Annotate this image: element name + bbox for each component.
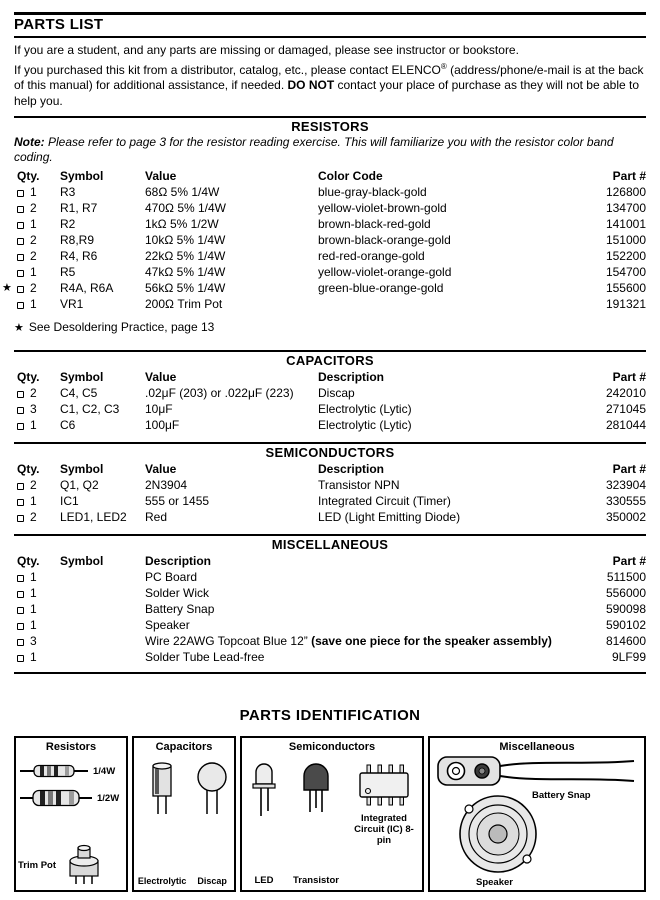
value-cell: 470Ω 5% 1/4W [145,201,227,215]
value-cell: 10kΩ 5% 1/4W [145,233,226,247]
qty-cell [14,585,60,601]
part-number-cell: 590102 [605,618,646,632]
description-cell: Discap [318,386,355,400]
part-number-cell: 134700 [605,201,646,215]
qty-value: 3 [30,634,37,648]
column-header-part-number: Part # [612,169,646,183]
symbol-cell: R1, R7 [60,201,98,215]
resistors-header-row [14,168,646,184]
part-number-cell: 155600 [605,281,646,295]
part-number-cell: 152200 [605,249,646,263]
color-code-cell: red-red-orange-gold [318,249,425,263]
integrated-circuit-illustration [355,763,413,807]
checkbox-icon [17,206,24,213]
qty-cell [14,216,60,232]
column-header-part-number: Part # [612,370,646,384]
miscellaneous-row [14,617,646,633]
qty-cell [14,617,60,633]
half-watt-item [16,788,126,808]
description-bold-text: (save one piece for the speaker assembly) [311,634,552,648]
description-cell: Integrated Circuit (Timer) [318,494,451,508]
checkbox-icon [17,483,24,490]
symbol-cell [60,617,145,633]
description-cell: Electrolytic (Lytic) [318,402,412,416]
column-header-value: Value [145,169,177,183]
symbol-cell: Q1, Q2 [60,478,99,492]
color-code-cell: blue-gray-black-gold [318,185,427,199]
id-box-capacitors-title: Capacitors [155,741,213,753]
resistor-row [14,200,646,216]
qty-value: 1 [30,570,37,584]
description-text: Speaker [145,618,190,632]
led-label: LED [254,875,274,886]
qty-cell [14,200,60,216]
semiconductors-header-row [14,461,646,477]
symbol-cell: LED1, LED2 [60,510,127,524]
qty-value: 1 [30,618,37,632]
description-cell [145,617,562,633]
checkbox-icon [17,286,24,293]
qty-value: 1 [30,494,37,508]
part-number-cell: 350002 [605,510,646,524]
checkbox-icon [17,423,24,430]
qty-cell [14,649,60,665]
symbol-cell [60,649,145,665]
checkbox-icon [17,407,24,414]
checkbox-icon [17,655,24,662]
trim-pot-item [16,839,126,885]
value-cell: 68Ω 5% 1/4W [145,185,220,199]
symbol-cell: R5 [60,265,76,279]
miscellaneous-row [14,585,646,601]
semiconductor-illustrations [242,760,422,890]
part-number-cell: 330555 [605,494,646,508]
id-box-resistors-title: Resistors [45,741,97,753]
miscellaneous-table-body [14,569,646,665]
part-number-cell: 556000 [605,586,646,600]
parts-identification-section [14,706,646,892]
star-icon: ★ [14,322,24,334]
part-number-cell: 281044 [605,418,646,432]
id-box-semiconductors [240,736,424,892]
semiconductor-row [14,509,646,525]
part-number-cell: 511500 [606,570,646,584]
capacitor-row [14,401,646,417]
value-cell: Red [145,510,168,524]
miscellaneous-row [14,601,646,617]
battery-snap-illustration [436,752,636,792]
part-number-cell: 191321 [605,297,646,311]
qty-value: 1 [30,297,37,311]
qty-value: 2 [30,201,37,215]
description-cell [145,649,562,665]
capacitors-table-body [14,385,646,433]
parts-identification-title: PARTS IDENTIFICATION [239,707,421,724]
column-header-qty: Qty. [17,169,40,183]
miscellaneous-row [14,649,646,665]
spacer [14,336,646,350]
value-cell: 555 or 1455 [145,494,210,508]
desoldering-star-icon: ★ [2,282,12,294]
qty-cell [14,385,60,401]
column-header-value: Value [145,462,177,476]
color-code-cell: brown-black-orange-gold [318,233,451,247]
miscellaneous-section-title: MISCELLANEOUS [271,537,389,552]
description-text: Battery Snap [145,602,215,616]
discap-item [194,760,230,886]
qty-value: 2 [30,386,37,400]
parts-identification-boxes [14,736,646,892]
checkbox-icon [17,391,24,398]
qty-cell [14,232,60,248]
battery-snap-label: Battery Snap [532,790,591,801]
intro2-do-not: DO NOT [287,78,335,92]
resistor-row [14,264,646,280]
half-watt-label: 1/2W [97,792,120,804]
bottom-divider [14,672,646,674]
column-header-part-number: Part # [612,462,646,476]
footnote-text: See Desoldering Practice, page 13 [28,320,215,334]
id-box-resistors [14,736,128,892]
checkbox-icon [17,190,24,197]
qty-value: 1 [30,185,37,199]
part-number-cell: 126800 [605,185,646,199]
electrolytic-item [138,760,187,886]
color-code-cell: brown-black-red-gold [318,217,431,231]
symbol-cell: C1, C2, C3 [60,402,120,416]
value-cell: 56kΩ 5% 1/4W [145,281,226,295]
column-header-symbol: Symbol [60,370,104,384]
title-divider [14,36,646,38]
description-cell: Electrolytic (Lytic) [318,418,412,432]
intro-line-1: If you are a student, and any parts are missing or damaged, please see instructor or bookstore. [14,43,519,57]
led-item [249,760,279,886]
registered-trademark-symbol: ® [440,61,447,71]
value-cell: 47kΩ 5% 1/4W [145,265,226,279]
semiconductors-section [14,442,646,525]
checkbox-icon [17,254,24,261]
note-label: Note: [14,135,45,149]
semiconductor-row [14,477,646,493]
resistors-section-title: RESISTORS [291,119,369,134]
quarter-watt-resistor-illustration [20,763,88,779]
qty-cell [14,264,60,280]
column-header-symbol: Symbol [60,169,104,183]
qty-value: 2 [30,233,37,247]
intro-block [14,43,646,109]
value-cell: 2N3904 [145,478,188,492]
page-title: PARTS LIST [14,16,104,33]
value-cell: 100μF [145,418,180,432]
description-cell: LED (Light Emitting Diode) [318,510,461,524]
ic-item [353,760,415,886]
id-box-miscellaneous [428,736,646,892]
part-number-cell: 151000 [605,233,646,247]
part-number-cell: 323904 [605,478,646,492]
discap-capacitor-illustration [194,760,230,816]
capacitors-section [14,350,646,433]
color-code-cell: yellow-violet-brown-gold [318,201,447,215]
qty-cell [14,601,60,617]
checkbox-icon [17,623,24,630]
miscellaneous-section [14,534,646,665]
symbol-cell [60,585,145,601]
capacitor-row [14,417,646,433]
speaker-label: Speaker [476,877,513,888]
value-cell: 22kΩ 5% 1/4W [145,249,226,263]
resistor-row [14,216,646,232]
qty-cell [14,248,60,264]
miscellaneous-header-row [14,553,646,569]
resistor-row [2,280,646,296]
checkbox-icon [17,499,24,506]
part-number-cell: 814600 [605,634,646,648]
resistors-table-body [2,184,646,312]
qty-value: 2 [30,281,37,295]
qty-cell [14,493,60,509]
part-number-cell: 154700 [605,265,646,279]
symbol-cell: R8,R9 [60,233,95,247]
spacer [14,433,646,442]
qty-value: 1 [30,650,37,664]
spacer [14,665,646,672]
description-cell [145,585,562,601]
column-header-value: Value [145,370,177,384]
intro-line-2 [14,59,646,110]
part-number-cell: 141001 [605,217,646,231]
semiconductors-table-body [14,477,646,525]
description-text: PC Board [145,570,198,584]
transistor-item [293,760,339,886]
capacitors-header-row [14,369,646,385]
column-header-qty: Qty. [17,554,40,568]
checkbox-icon [17,607,24,614]
resistor-row [14,248,646,264]
discap-label: Discap [197,876,227,886]
quarter-watt-label: 1/4W [93,765,116,777]
value-cell: 1kΩ 5% 1/2W [145,217,219,231]
electrolytic-capacitor-illustration [148,760,176,816]
column-header-qty: Qty. [17,370,40,384]
qty-cell [14,280,60,296]
column-header-symbol: Symbol [60,554,104,568]
intro2-text-c: contact your place of purchase as they will not be able to help you. [14,78,640,108]
spacer [14,525,646,534]
capacitor-row [14,385,646,401]
qty-value: 1 [30,418,37,432]
qty-cell [14,509,60,525]
qty-value: 2 [30,249,37,263]
description-text: Solder Tube Lead-free [145,650,265,664]
checkbox-icon [17,515,24,522]
value-cell: 200Ω Trim Pot [145,297,223,311]
color-code-cell: yellow-violet-orange-gold [318,265,452,279]
value-cell: .02μF (203) or .022μF (223) [145,386,294,400]
color-code-cell: green-blue-orange-gold [318,281,444,295]
qty-value: 1 [30,602,37,616]
qty-value: 1 [30,217,37,231]
capacitors-section-title: CAPACITORS [286,353,374,368]
qty-value: 1 [30,586,37,600]
column-header-description: Description [318,370,385,384]
id-box-semiconductors-title: Semiconductors [288,741,376,753]
half-watt-resistor-illustration [20,788,92,808]
checkbox-icon [17,270,24,277]
symbol-cell: C4, C5 [60,386,98,400]
checkbox-icon [17,302,24,309]
miscellaneous-row [14,633,646,649]
column-header-description: Description [318,462,385,476]
column-header-qty: Qty. [17,462,40,476]
qty-value: 1 [30,265,37,279]
checkbox-icon [17,639,24,646]
integrated-circuit-label: Integrated Circuit (IC) 8-pin [354,813,414,846]
description-cell [145,569,562,585]
miscellaneous-row [14,569,646,585]
transistor-illustration [298,760,334,816]
qty-value: 2 [30,478,37,492]
qty-cell [14,633,60,649]
qty-cell [14,184,60,200]
symbol-cell: R4A, R6A [60,281,114,295]
checkbox-icon [17,575,24,582]
column-header-part-number: Part # [612,554,646,568]
qty-cell [14,401,60,417]
led-illustration [249,760,279,818]
intro2-text-a: If you purchased this kit from a distributor, catalog, etc., please contact ELENCO [14,62,441,77]
symbol-cell: R4, R6 [60,249,98,263]
qty-cell [14,477,60,493]
part-number-cell: 242010 [605,386,646,400]
qty-cell [14,417,60,433]
symbol-cell: C6 [60,418,76,432]
column-header-symbol: Symbol [60,462,104,476]
capacitor-illustrations [134,760,234,890]
resistor-reading-note [14,135,646,165]
semiconductor-row [14,493,646,509]
intro2-text-b: (address/phone/e-mail is at the back of this manual) for additional assistance, if needed. [14,62,644,92]
value-cell: 10μF [145,402,173,416]
symbol-cell: R2 [60,217,76,231]
description-cell: Transistor NPN [318,478,400,492]
speaker-illustration [456,792,540,876]
resistor-row [14,232,646,248]
electrolytic-label: Electrolytic [137,876,187,886]
transistor-label: Transistor [293,875,339,886]
column-header-description: Description [145,554,212,568]
part-number-cell: 590098 [605,602,646,616]
part-number-cell: 271045 [605,402,646,416]
description-cell [145,633,562,649]
symbol-cell [60,569,145,585]
trim-pot-illustration [58,839,110,885]
symbol-cell: VR1 [60,297,84,311]
checkbox-icon [17,238,24,245]
symbol-cell: IC1 [60,494,79,508]
description-cell [145,601,562,617]
description-text: Solder Wick [145,586,210,600]
description-text: Wire 22AWG Topcoat Blue 12” [145,634,312,648]
symbol-cell: R3 [60,185,76,199]
part-number-cell: 9LF99 [611,650,646,664]
qty-cell [14,296,60,312]
symbol-cell [60,633,145,649]
symbol-cell [60,601,145,617]
id-box-miscellaneous-title: Miscellaneous [499,741,575,753]
resistor-row [14,184,646,200]
column-header-color-code: Color Code [318,169,383,183]
qty-cell [14,569,60,585]
trim-pot-label: Trim Pot [18,860,57,871]
id-box-capacitors [132,736,236,892]
qty-value: 3 [30,402,37,416]
quarter-watt-item [16,763,126,779]
color-code-cell [318,296,562,312]
resistors-section [2,116,646,336]
resistor-row [14,296,646,312]
note-text: Please refer to page 3 for the resistor reading exercise. This will familiarize you with the resistor color band coding. [14,135,614,164]
qty-value: 2 [30,510,37,524]
semiconductors-section-title: SEMICONDUCTORS [265,445,395,460]
top-divider [14,12,646,15]
checkbox-icon [17,591,24,598]
checkbox-icon [17,222,24,229]
desoldering-footnote [14,320,646,336]
